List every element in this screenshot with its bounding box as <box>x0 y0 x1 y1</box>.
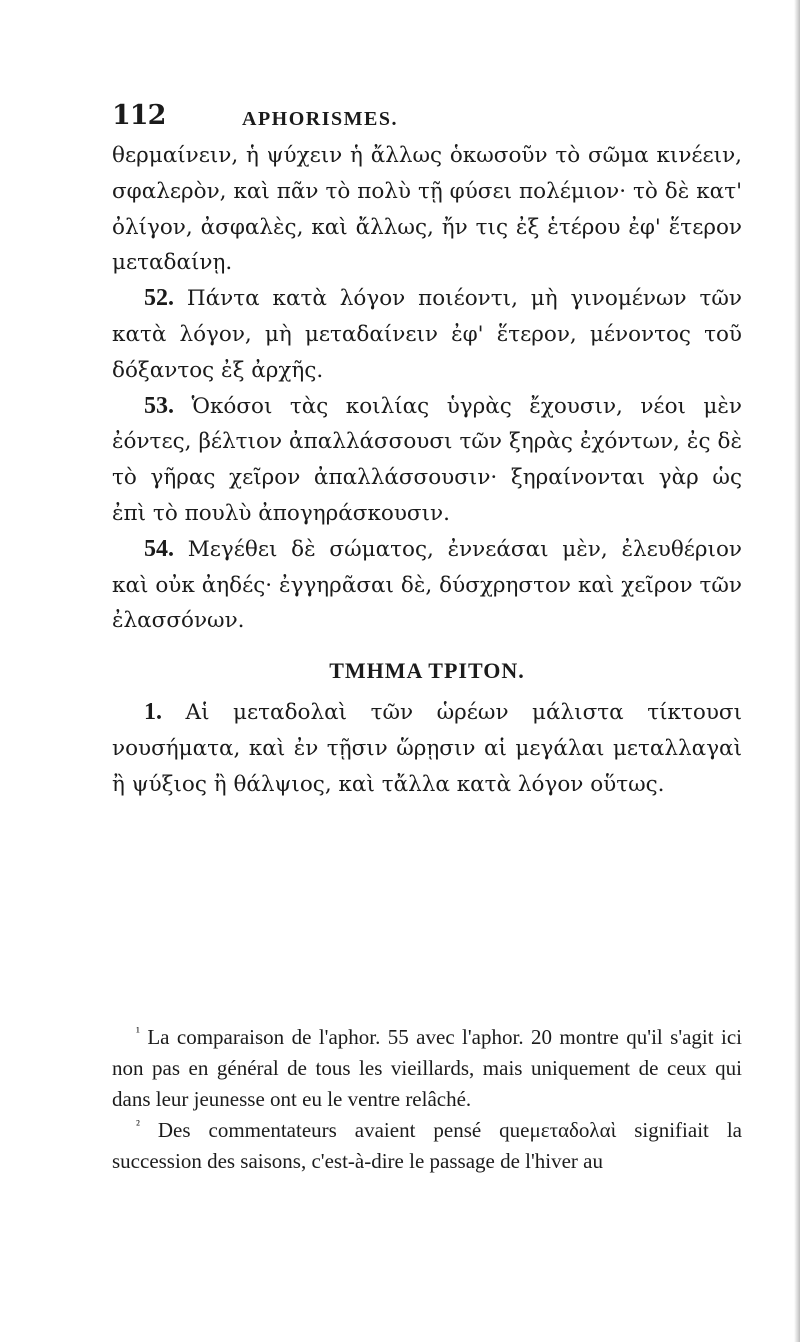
section-title: ΤΜΗΜΑ ΤΡΙΤΟΝ. <box>329 658 525 684</box>
aphorism-number: 52. <box>144 285 174 312</box>
aphorism-52 <box>112 281 742 388</box>
footnotes <box>112 1022 742 1177</box>
page-edge-shadow <box>794 0 800 1342</box>
footnote-marker: ² <box>136 1117 140 1132</box>
footnote-text: La comparaison de l'aphor. 55 avec l'aphor. 20 montre qu'il s'agit ici non pas en général de tous les vieillards, mais uniquement de ceux qui dans leur jeunesse ont eu le ventre relâché. <box>112 1025 743 1111</box>
aphorism-text: Ὁκόσοι τὰς κοιλίας ὑγρὰς ἔχουσιν, νέοι μὲν ἐόντες, βέλτιον ἀπαλλάσσουσι τῶν ξηρὰς ἐχόντων, ἐς δὲ τὸ γῆρας χεῖρον ἀπαλλάσσουσιν· ξηραίνονται γὰρ ὡς ἐπὶ τὸ πουλὺ ἀπογηράσκουσιν. <box>112 393 742 526</box>
footnote-1 <box>112 1022 742 1115</box>
aphorism-number: 54. <box>144 535 174 562</box>
aphorism-1 <box>112 695 742 802</box>
main-text <box>112 138 742 802</box>
continuation-paragraph: θερμαίνειν, ἡ ψύχειν ἡ ἄλλως ὁκωσοῦν τὸ σῶμα κινέειν, σφαλερὸν, καὶ πᾶν τὸ πολὺ τῇ φύσει πολέμιον· τὸ δὲ κατ' ὀλίγον, ἀσφαλὲς, καὶ ἄλλως, ἤν τις ἐξ ἑτέρου ἐφ' ἕτερον μεταδαίνῃ. <box>112 143 742 276</box>
aphorism-54 <box>112 532 742 639</box>
aphorism-text: Πάντα κατὰ λόγον ποιέοντι, μὴ γινομένων τῶν κατὰ λόγον, μὴ μεταδαίνειν ἐφ' ἕτερον, μένοντος τοῦ δόξαντος ἐξ ἀρχῆς. <box>112 286 742 383</box>
aphorism-53 <box>112 389 742 532</box>
footnote-2 <box>112 1115 742 1177</box>
page-number: 112 <box>112 100 166 131</box>
running-head: APHORISMES. <box>242 108 398 130</box>
page-header <box>112 100 732 136</box>
aphorism-text: Αἱ μεταδολαὶ τῶν ὡρέων μάλιστα τίκτουσι νουσήματα, καὶ ἐν τῇσιν ὥρῃσιν αἱ μεγάλαι μεταλλαγαὶ ἢ ψύξιος ἢ θάλψιος, καὶ τἄλλα κατὰ λόγον οὕτως. <box>112 699 742 797</box>
aphorism-text: Μεγέθει δὲ σώματος, ἐννεάσαι μὲν, ἐλευθέριον καὶ οὐκ ἀηδές· ἐγγηρᾶσαι δὲ, δύσχρηστον καὶ χεῖρον τῶν ἐλασσόνων. <box>112 536 742 634</box>
aphorism-number: 53. <box>144 392 174 419</box>
aphorism-number: 1. <box>144 698 162 725</box>
footnote-text: Des commentateurs avaient pensé queμεταδολαὶ signifiait la succession des saisons, c'est-à-dire le passage de l'hiver au <box>112 1118 743 1173</box>
footnote-marker: ¹ <box>136 1024 140 1039</box>
